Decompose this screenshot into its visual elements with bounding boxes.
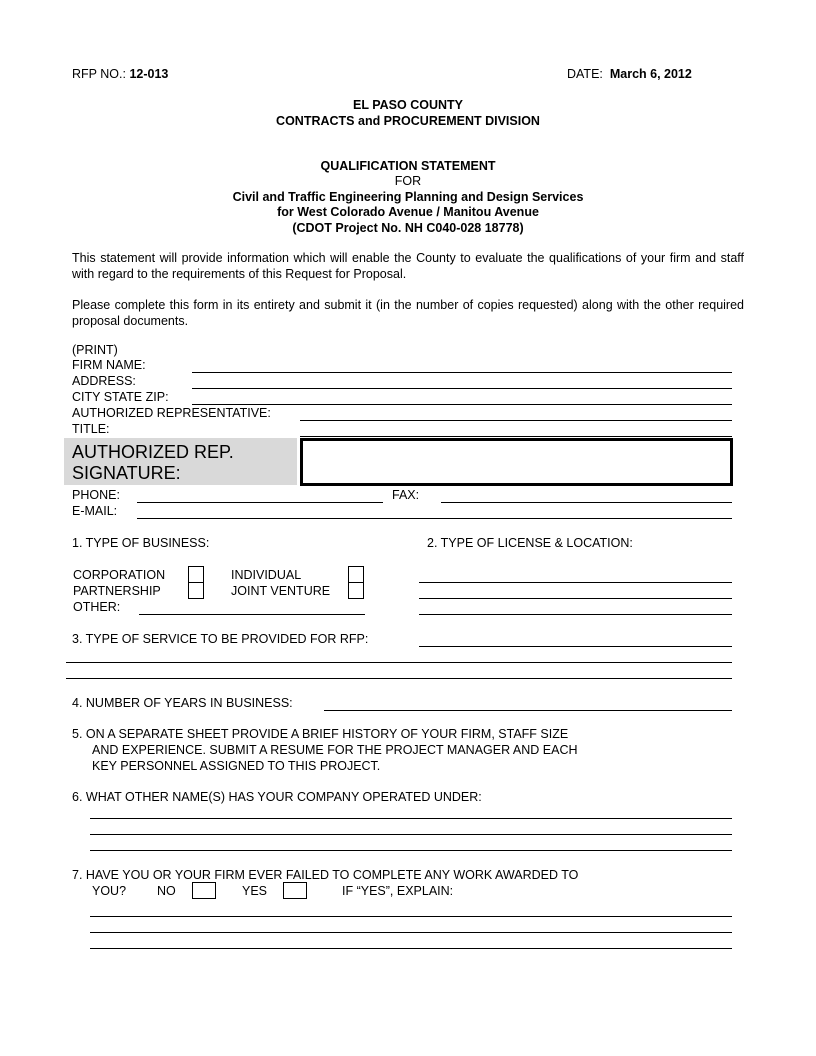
address-field[interactable] (192, 388, 732, 389)
years-in-business-field[interactable] (324, 710, 732, 711)
date-label: DATE: (567, 67, 603, 81)
phone-label: PHONE: (72, 488, 120, 502)
firm-name-field[interactable] (192, 372, 732, 373)
form-title: QUALIFICATION STATEMENT (320, 159, 496, 173)
phone-field[interactable] (137, 502, 383, 503)
rfp-number: 12-013 (129, 67, 169, 81)
q7-explain-label: IF “YES”, EXPLAIN: (342, 884, 454, 898)
city-state-zip-label: CITY STATE ZIP: (72, 390, 169, 404)
city-state-zip-field[interactable] (192, 404, 732, 405)
q5-line-1: 5. ON A SEPARATE SHEET PROVIDE A BRIEF HISTORY OF YOUR FIRM, STAFF SIZE (72, 727, 569, 741)
signature-box[interactable] (300, 438, 733, 486)
individual-label: INDIVIDUAL (231, 568, 302, 582)
org-name: EL PASO COUNTY (353, 98, 463, 112)
corporation-checkbox[interactable] (188, 566, 204, 583)
q4-years-in-business-label: 4. NUMBER OF YEARS IN BUSINESS: (72, 696, 293, 710)
q3-type-of-service-label: 3. TYPE OF SERVICE TO BE PROVIDED FOR RFP: (72, 632, 369, 646)
q7-yes-label: YES (242, 884, 268, 898)
form-title-for: FOR (394, 174, 422, 188)
rfp-label: RFP NO.: (72, 67, 126, 81)
date-line (567, 67, 692, 81)
license-location-field-2[interactable] (419, 598, 732, 599)
license-location-field-3[interactable] (419, 614, 732, 615)
print-note: (PRINT) (72, 343, 118, 357)
email-label: E-MAIL: (72, 504, 118, 518)
intro-paragraph-1: This statement will provide information which will enable the County to evaluate the qualifications of your firm and staff with regard to the requirements of this Request for Proposal. (72, 251, 744, 281)
service-field-1[interactable] (419, 646, 732, 647)
q7-yes-checkbox[interactable] (283, 882, 307, 899)
signature-label-line1: AUTHORIZED REP. (72, 442, 234, 462)
q7-you-label: YOU? (92, 884, 127, 898)
q7-no-label: NO (157, 884, 176, 898)
q5-line-2: AND EXPERIENCE. SUBMIT A RESUME FOR THE PROJECT MANAGER AND EACH (92, 743, 578, 757)
firm-name-label: FIRM NAME: (72, 358, 146, 372)
fax-field[interactable] (441, 502, 732, 503)
intro-paragraph-2: Please complete this form in its entirety and submit it (in the number of copies requested) along with the other required proposal documents. (72, 298, 744, 328)
license-location-field-1[interactable] (419, 582, 732, 583)
q5-line-3: KEY PERSONNEL ASSIGNED TO THIS PROJECT. (92, 759, 381, 773)
joint-venture-checkbox[interactable] (348, 582, 364, 599)
q2-license-location-label: 2. TYPE OF LICENSE & LOCATION: (427, 536, 633, 550)
other-label: OTHER: (73, 600, 121, 614)
service-field-3[interactable] (66, 678, 732, 679)
joint-venture-label: JOINT VENTURE (231, 584, 331, 598)
corporation-label: CORPORATION (73, 568, 166, 582)
q7-line-1: 7. HAVE YOU OR YOUR FIRM EVER FAILED TO COMPLETE ANY WORK AWARDED TO (72, 868, 579, 882)
title-label: TITLE: (72, 422, 110, 436)
project-title-line2: for West Colorado Avenue / Manitou Avenue (277, 205, 539, 219)
authorized-rep-field[interactable] (300, 420, 732, 421)
explain-field-3[interactable] (90, 948, 732, 949)
email-field[interactable] (137, 518, 732, 519)
q1-type-of-business-label: 1. TYPE OF BUSINESS: (72, 536, 210, 550)
address-label: ADDRESS: (72, 374, 136, 388)
project-number: (CDOT Project No. NH C040-028 18778) (292, 221, 524, 235)
individual-checkbox[interactable] (348, 566, 364, 583)
signature-label (72, 442, 234, 484)
other-names-field-3[interactable] (90, 850, 732, 851)
partnership-label: PARTNERSHIP (73, 584, 161, 598)
q6-other-names-label: 6. WHAT OTHER NAME(S) HAS YOUR COMPANY OPERATED UNDER: (72, 790, 482, 804)
explain-field-2[interactable] (90, 932, 732, 933)
org-division: CONTRACTS and PROCUREMENT DIVISION (276, 114, 540, 128)
project-title-line1: Civil and Traffic Engineering Planning and Design Services (232, 190, 584, 204)
title-field[interactable] (300, 436, 732, 437)
partnership-checkbox[interactable] (188, 582, 204, 599)
other-names-field-2[interactable] (90, 834, 732, 835)
explain-field-1[interactable] (90, 916, 732, 917)
other-field[interactable] (139, 614, 365, 615)
other-names-field-1[interactable] (90, 818, 732, 819)
date-value: March 6, 2012 (609, 67, 692, 81)
signature-label-line2: SIGNATURE: (72, 463, 181, 483)
fax-label: FAX: (392, 488, 420, 502)
q7-no-checkbox[interactable] (192, 882, 216, 899)
service-field-2[interactable] (66, 662, 732, 663)
authorized-rep-label: AUTHORIZED REPRESENTATIVE: (72, 406, 271, 420)
rfp-number-line (72, 67, 168, 81)
